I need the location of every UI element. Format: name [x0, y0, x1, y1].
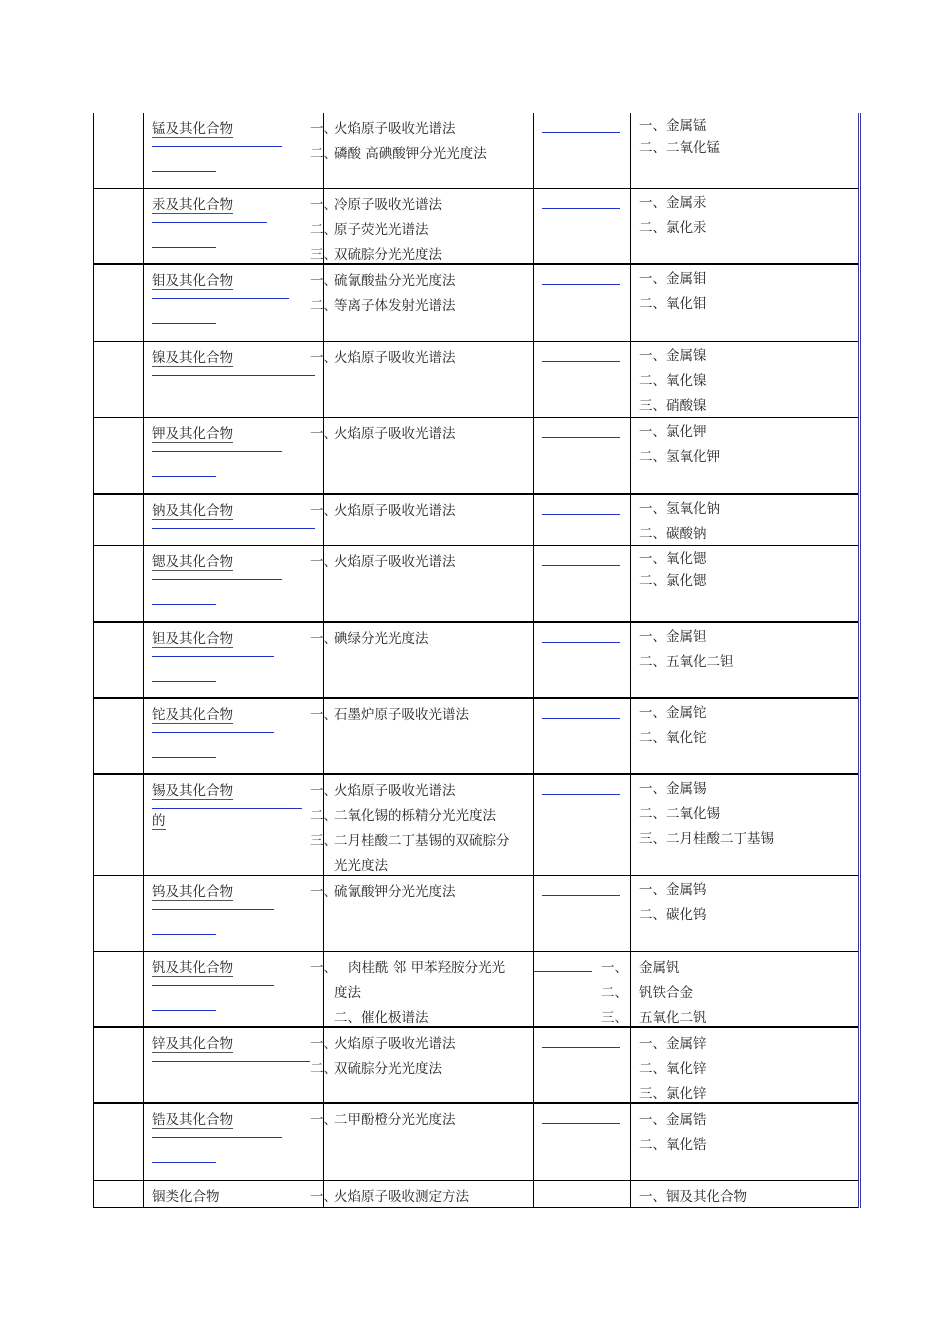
- detail-link[interactable]: [542, 550, 620, 566]
- detail-link[interactable]: [542, 627, 620, 643]
- compound-name[interactable]: 锡及其化合物: [152, 783, 233, 799]
- detail-link[interactable]: [542, 1032, 620, 1048]
- table-row: 钽及其化合物 一、 碘绿分光光度法 一、金属钽 二、五氧化二钽: [94, 623, 858, 699]
- table-row: 铊及其化合物 一、 石墨炉原子吸收光谱法 一、金属铊 二、氧化铊: [94, 699, 858, 775]
- detail-link[interactable]: [542, 499, 620, 515]
- table-row: 铟类化合物 一、 火焰原子吸收测定方法 一、铟及其化合物: [94, 1181, 858, 1208]
- compound-name-suffix: 的: [152, 813, 166, 829]
- method-cell: 一、 二、 火焰原子吸收光谱法 磷酸 高碘酸钾分光光度法: [324, 113, 534, 188]
- items-cell: 一、金属锰 二、二氧化锰: [639, 118, 720, 156]
- table-row: [94, 113, 858, 189]
- detail-link[interactable]: [542, 779, 620, 795]
- compound-name[interactable]: 钾及其化合物: [152, 426, 233, 442]
- compound-name[interactable]: 锌及其化合物: [152, 1036, 233, 1052]
- table-row: 锆及其化合物 一、 二甲酚橙分光光度法 一、金属锆 二、氧化锆: [94, 1104, 858, 1181]
- compound-name[interactable]: 钠及其化合物: [152, 503, 233, 519]
- compound-name[interactable]: 钨及其化合物: [152, 884, 233, 900]
- compound-name: 铟类化合物: [152, 1189, 220, 1205]
- compound-name[interactable]: 铊及其化合物: [152, 707, 233, 723]
- table-row: 镍及其化合物 一、 火焰原子吸收光谱法 一、金属镍 二、氧化镍 三、硝酸镍: [94, 342, 858, 418]
- compound-name[interactable]: 镍及其化合物: [152, 350, 233, 366]
- compound-name[interactable]: 锶及其化合物: [152, 554, 233, 570]
- table-row: 锡及其化合物 的 一、 二、 三、 火焰原子吸收光谱法 二氧化锡的栎精分光光度法 二月桂酸二丁基锡的双硫腙分 光光度法 一、金属锡 二、二氧化锡 三、二月桂酸二丁基锡: [94, 775, 858, 876]
- compound-name[interactable]: 锰及其化合物: [152, 121, 233, 137]
- compound-name[interactable]: 钼及其化合物: [152, 273, 233, 289]
- table-row: 钠及其化合物 一、 火焰原子吸收光谱法 一、氢氧化钠 二、碳酸钠: [94, 495, 858, 546]
- detail-link[interactable]: [542, 1108, 620, 1124]
- detail-link[interactable]: [542, 703, 620, 719]
- detail-link[interactable]: [534, 956, 592, 972]
- compound-name[interactable]: 汞及其化合物: [152, 197, 233, 213]
- detail-link[interactable]: [542, 346, 620, 362]
- methods-table: [93, 113, 861, 1208]
- table-row: 钨及其化合物 一、 硫氰酸钾分光光度法 一、金属钨 二、碳化钨: [94, 876, 858, 952]
- detail-link[interactable]: [542, 117, 620, 133]
- table-row: 锌及其化合物 一、 二、 火焰原子吸收光谱法 双硫腙分光光度法 一、金属锌 二、氧化锌 三、氯化锌: [94, 1028, 858, 1104]
- table-row: 锶及其化合物 一、 火焰原子吸收光谱法 一、氧化锶 二、氯化锶: [94, 546, 858, 623]
- compound-name[interactable]: 锆及其化合物: [152, 1112, 233, 1128]
- table-row: 钾及其化合物 一、 火焰原子吸收光谱法 一、氯化钾 二、氢氧化钾: [94, 418, 858, 495]
- detail-link[interactable]: [542, 193, 620, 209]
- compound-name[interactable]: 钒及其化合物: [152, 960, 233, 976]
- table-row: 钼及其化合物 一、 二、 硫氰酸盐分光光度法 等离子体发射光谱法 一、金属钼 二、氧化钼: [94, 265, 858, 342]
- detail-link[interactable]: [542, 422, 620, 438]
- compound-cell: [144, 113, 324, 188]
- detail-link[interactable]: [542, 269, 620, 285]
- table-row: 钒及其化合物 一、 肉桂酰 邻 甲苯羟胺分光光 度法 二、催化极谱法 一、 二、 三、 金属钒 钒铁合金 五氧化二钒: [94, 952, 858, 1028]
- table-row: 汞及其化合物 一、 二、 三、 冷原子吸收光谱法 原子荧光光谱法 双硫腙分光光度法 一、金属汞 二、氯化汞: [94, 189, 858, 265]
- compound-name[interactable]: 钽及其化合物: [152, 631, 233, 647]
- detail-link[interactable]: [542, 880, 620, 896]
